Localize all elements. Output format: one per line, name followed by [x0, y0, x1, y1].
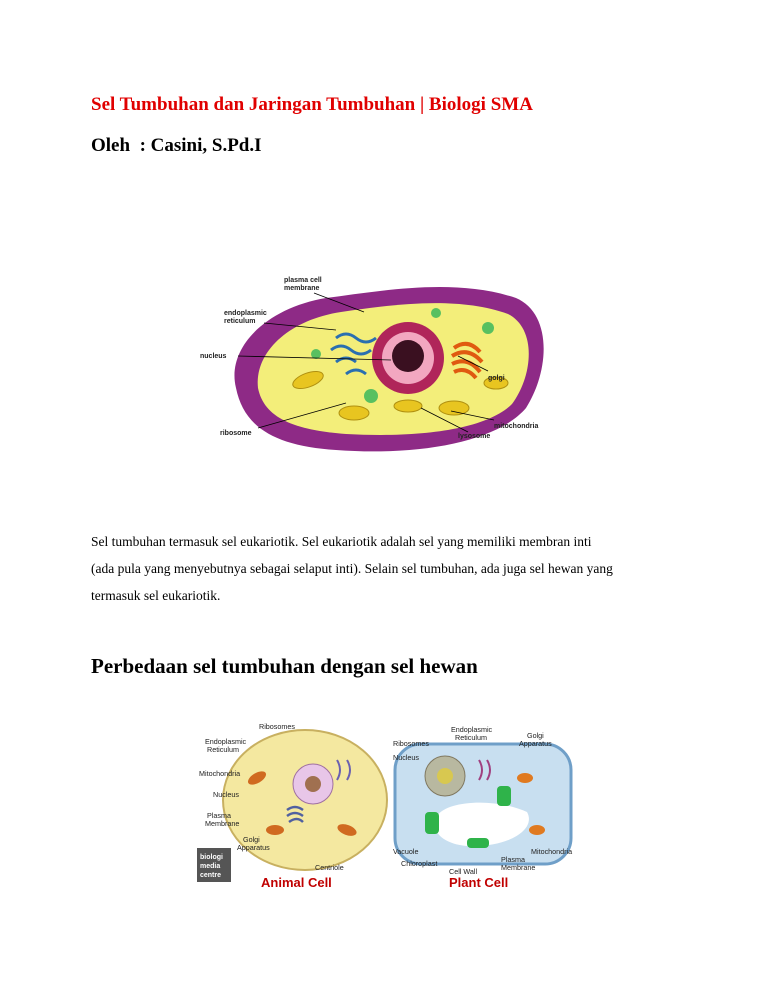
animal-label-ribosomes: Ribosomes: [259, 722, 295, 731]
label-er-1: endoplasmic: [224, 310, 267, 317]
label-er-2: reticulum: [224, 318, 256, 325]
animal-cell-diagram: [196, 268, 556, 454]
plant-label-plasma-2: Membrane: [501, 863, 536, 872]
animal-label-centriole: Centriole: [315, 863, 344, 872]
watermark-line: centre: [200, 872, 222, 879]
watermark-line: media: [200, 863, 221, 870]
animal-label-er-2: Reticulum: [207, 745, 239, 754]
animal-plant-cell-comparison: [197, 720, 577, 892]
plant-cell-figure: [393, 725, 572, 890]
label-plasma-1: plasma cell: [284, 277, 322, 284]
label-plasma-2: membrane: [284, 285, 320, 292]
plant-label-ribosomes: Ribosomes: [393, 739, 429, 748]
plant-label-vacuole: Vacuole: [393, 847, 419, 856]
paragraph-line: termasuk sel eukariotik.: [91, 588, 221, 603]
document-title: Sel Tumbuhan dan Jaringan Tumbuhan | Biologi SMA: [91, 94, 533, 115]
plant-label-plasma-1: Plasma: [501, 855, 525, 864]
label-nucleus: nucleus: [200, 353, 227, 360]
plant-label-mitochondria: Mitochondria: [531, 847, 573, 856]
animal-label-er-1: Endoplasmic: [205, 737, 247, 746]
chloroplast-shape: [425, 812, 439, 834]
animal-label-plasma-1: Plasma: [207, 811, 231, 820]
plant-label-er-2: Reticulum: [455, 733, 487, 742]
label-golgi: golgi: [488, 375, 505, 382]
lysosome-shape: [364, 389, 378, 403]
animal-label-nucleus: Nucleus: [213, 790, 239, 799]
paragraph-line: Sel tumbuhan termasuk sel eukariotik. Sel eukariotik adalah sel yang memiliki membran inti: [91, 534, 592, 549]
animal-label-golgi-2: Apparatus: [237, 843, 270, 852]
animal-label-golgi-1: Golgi: [243, 835, 260, 844]
nucleolus-shape: [392, 340, 424, 372]
plant-label-cell-wall: Cell Wall: [449, 867, 478, 876]
author-label: Oleh: [91, 135, 131, 156]
watermark-line: biologi: [200, 854, 223, 861]
section-heading: Perbedaan sel tumbuhan dengan sel hewan: [91, 654, 478, 678]
animal-label-plasma-2: Membrane: [205, 819, 240, 828]
label-ribosome: ribosome: [220, 430, 252, 437]
animal-label-mitochondria: Mitochondria: [199, 769, 241, 778]
paragraph-line: (ada pula yang menyebutnya sebagai selaput inti). Selain sel tumbuhan, ada juga sel hewan yang: [91, 561, 613, 576]
animal-cell-figure: [197, 722, 387, 890]
plant-label-nucleus: Nucleus: [393, 753, 419, 762]
plant-label-golgi-1: Golgi: [527, 731, 544, 740]
plant-label-golgi-2: Apparatus: [519, 739, 552, 748]
label-lysosome: lysosome: [458, 433, 491, 440]
plant-caption: Plant Cell: [449, 875, 509, 890]
animal-caption: Animal Cell: [261, 875, 332, 890]
author-name: : Casini, S.Pd.I: [139, 135, 262, 156]
author-line: [91, 135, 262, 157]
plant-label-chloroplast: Chloroplast: [401, 859, 438, 868]
intro-paragraph: [91, 528, 691, 609]
label-mitochondria: mitochondria: [494, 423, 539, 430]
plant-label-er-1: Endoplasmic: [451, 725, 493, 734]
